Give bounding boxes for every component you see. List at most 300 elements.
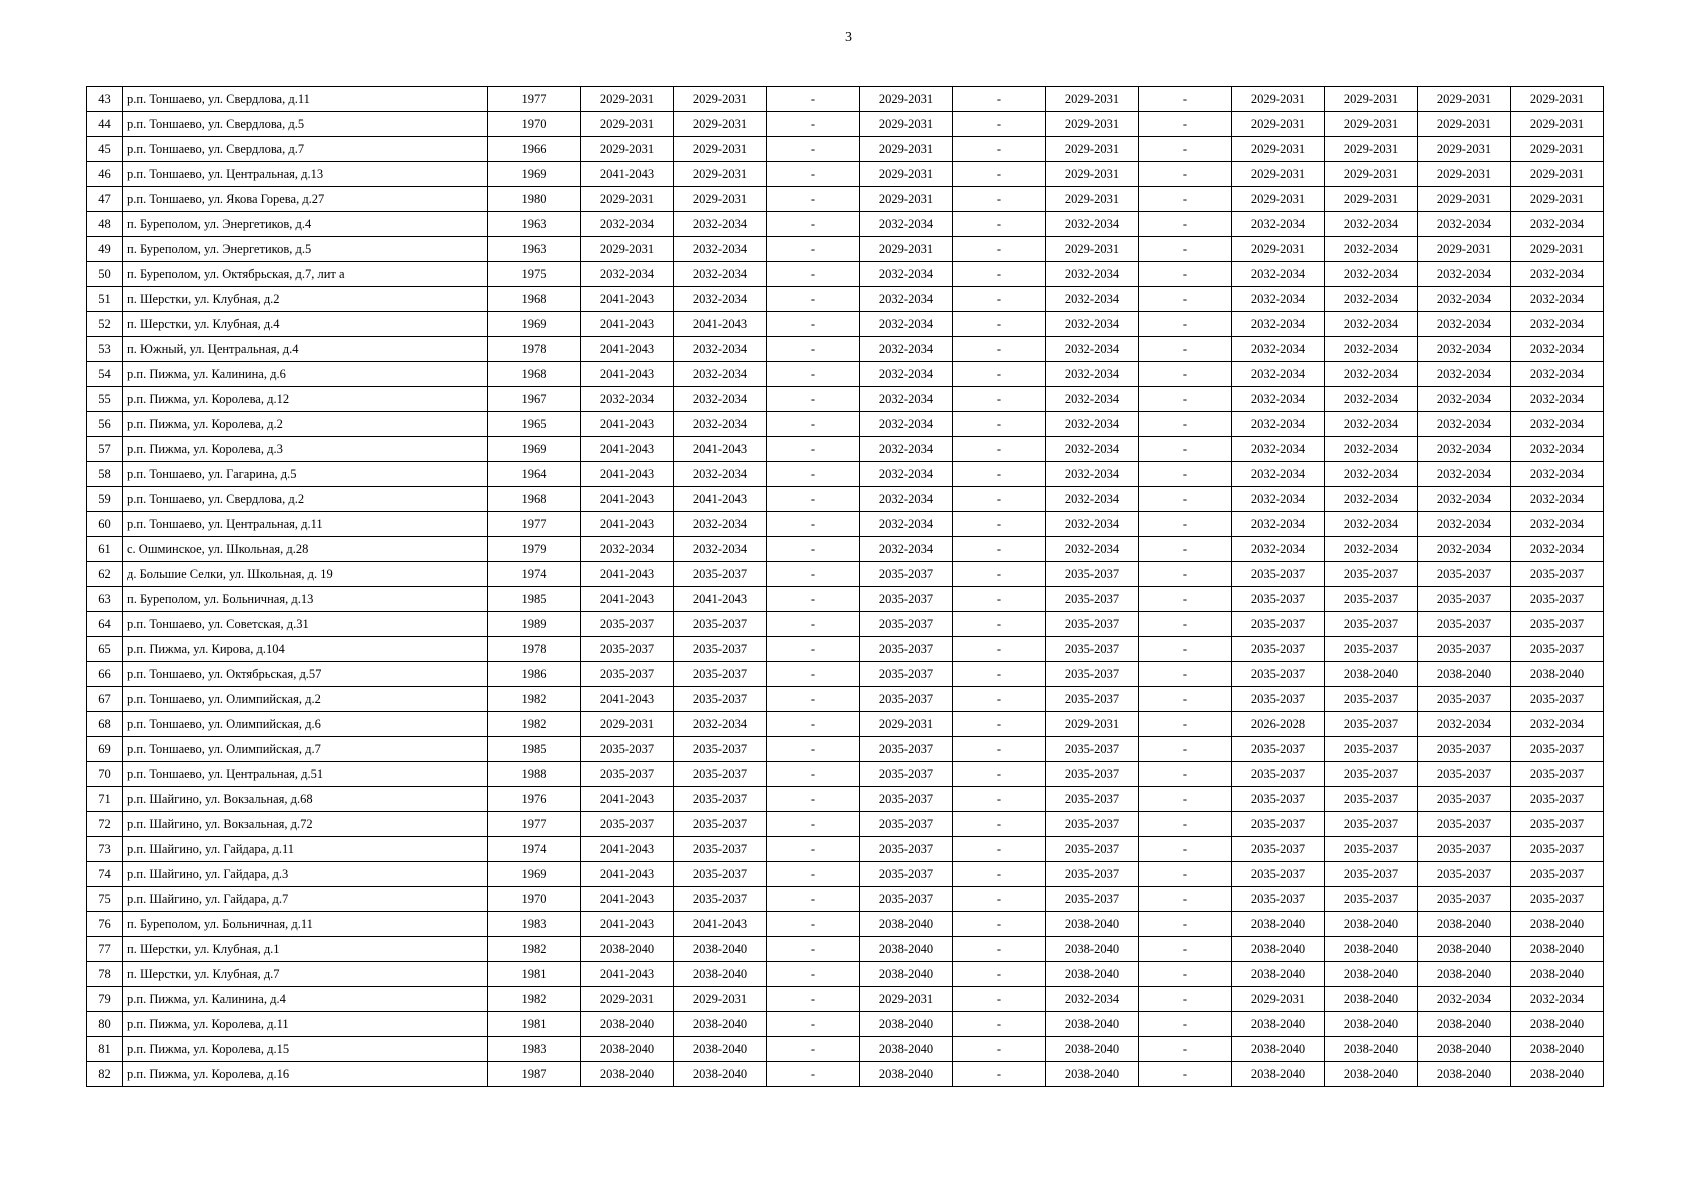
period-cell: 2035-2037 <box>860 562 953 587</box>
period-cell: 2038-2040 <box>1046 937 1139 962</box>
table-row <box>87 237 1604 262</box>
period-cell: - <box>953 1062 1046 1087</box>
period-cell: 2038-2040 <box>860 912 953 937</box>
period-cell: 2035-2037 <box>860 812 953 837</box>
period-cell: 2035-2037 <box>581 637 674 662</box>
period-cell: 2035-2037 <box>1046 812 1139 837</box>
period-cell: 2032-2034 <box>860 337 953 362</box>
period-cell: 2032-2034 <box>1046 487 1139 512</box>
period-cell: - <box>1139 737 1232 762</box>
period-cell: 2032-2034 <box>674 287 767 312</box>
period-cell: 2035-2037 <box>1325 637 1418 662</box>
period-cell: - <box>953 337 1046 362</box>
period-cell: 2035-2037 <box>1418 562 1511 587</box>
row-number-cell: 49 <box>87 237 123 262</box>
period-cell: 2035-2037 <box>1046 612 1139 637</box>
period-cell: 2035-2037 <box>1511 862 1604 887</box>
table-row <box>87 712 1604 737</box>
period-cell: 2032-2034 <box>1418 437 1511 462</box>
period-cell: - <box>1139 787 1232 812</box>
row-number-cell: 68 <box>87 712 123 737</box>
period-cell: 2038-2040 <box>1232 1062 1325 1087</box>
period-cell: - <box>953 212 1046 237</box>
period-cell: - <box>767 637 860 662</box>
period-cell: 2035-2037 <box>1325 787 1418 812</box>
period-cell: - <box>953 87 1046 112</box>
period-cell: 2035-2037 <box>1511 812 1604 837</box>
period-cell: 2032-2034 <box>1232 537 1325 562</box>
period-cell: 2035-2037 <box>1046 662 1139 687</box>
table-row <box>87 1012 1604 1037</box>
row-number-cell: 54 <box>87 362 123 387</box>
period-cell: - <box>767 887 860 912</box>
table-row <box>87 587 1604 612</box>
period-cell: 2029-2031 <box>1511 162 1604 187</box>
period-cell: 2035-2037 <box>674 737 767 762</box>
row-number-cell: 58 <box>87 462 123 487</box>
period-cell: 2032-2034 <box>1418 287 1511 312</box>
period-cell: - <box>767 1062 860 1087</box>
period-cell: 2038-2040 <box>1325 937 1418 962</box>
period-cell: 2032-2034 <box>674 412 767 437</box>
period-cell: 2035-2037 <box>1418 612 1511 637</box>
period-cell: 2032-2034 <box>674 537 767 562</box>
period-cell: 2029-2031 <box>581 237 674 262</box>
period-cell: 2032-2034 <box>1511 287 1604 312</box>
year-built-cell: 1964 <box>488 462 581 487</box>
row-number-cell: 61 <box>87 537 123 562</box>
period-cell: 2032-2034 <box>1325 537 1418 562</box>
period-cell: 2035-2037 <box>674 887 767 912</box>
period-cell: 2032-2034 <box>1046 262 1139 287</box>
period-cell: 2029-2031 <box>1511 187 1604 212</box>
year-built-cell: 1968 <box>488 362 581 387</box>
period-cell: 2029-2031 <box>581 187 674 212</box>
period-cell: 2032-2034 <box>1418 337 1511 362</box>
period-cell: 2038-2040 <box>674 937 767 962</box>
year-built-cell: 1986 <box>488 662 581 687</box>
year-built-cell: 1977 <box>488 512 581 537</box>
period-cell: - <box>1139 937 1232 962</box>
period-cell: 2035-2037 <box>1232 562 1325 587</box>
period-cell: - <box>767 862 860 887</box>
address-cell: р.п. Шайгино, ул. Вокзальная, д.68 <box>123 787 488 812</box>
period-cell: 2032-2034 <box>1325 337 1418 362</box>
period-cell: - <box>953 412 1046 437</box>
period-cell: 2035-2037 <box>674 662 767 687</box>
period-cell: 2035-2037 <box>674 762 767 787</box>
period-cell: 2029-2031 <box>1418 87 1511 112</box>
year-built-cell: 1985 <box>488 587 581 612</box>
period-cell: - <box>953 1012 1046 1037</box>
period-cell: 2038-2040 <box>1511 962 1604 987</box>
period-cell: 2026-2028 <box>1232 712 1325 737</box>
address-cell: п. Буреполом, ул. Больничная, д.11 <box>123 912 488 937</box>
row-number-cell: 51 <box>87 287 123 312</box>
period-cell: 2032-2034 <box>1046 387 1139 412</box>
period-cell: - <box>953 712 1046 737</box>
period-cell: - <box>767 462 860 487</box>
period-cell: 2041-2043 <box>581 912 674 937</box>
period-cell: 2035-2037 <box>860 762 953 787</box>
row-number-cell: 48 <box>87 212 123 237</box>
period-cell: 2038-2040 <box>1325 662 1418 687</box>
period-cell: 2038-2040 <box>1418 1012 1511 1037</box>
table-row <box>87 512 1604 537</box>
period-cell: 2035-2037 <box>1511 587 1604 612</box>
period-cell: 2038-2040 <box>1511 1062 1604 1087</box>
period-cell: 2041-2043 <box>674 437 767 462</box>
period-cell: - <box>953 937 1046 962</box>
period-cell: 2032-2034 <box>674 462 767 487</box>
table-row <box>87 987 1604 1012</box>
period-cell: 2041-2043 <box>581 587 674 612</box>
period-cell: 2032-2034 <box>1232 337 1325 362</box>
year-built-cell: 1981 <box>488 1012 581 1037</box>
period-cell: 2029-2031 <box>1232 112 1325 137</box>
period-cell: 2035-2037 <box>1232 587 1325 612</box>
period-cell: 2035-2037 <box>581 812 674 837</box>
period-cell: 2029-2031 <box>1418 112 1511 137</box>
period-cell: - <box>767 787 860 812</box>
period-cell: 2035-2037 <box>1325 562 1418 587</box>
period-cell: 2029-2031 <box>1325 162 1418 187</box>
period-cell: 2032-2034 <box>674 512 767 537</box>
period-cell: 2038-2040 <box>1046 1012 1139 1037</box>
period-cell: 2035-2037 <box>1232 612 1325 637</box>
period-cell: 2032-2034 <box>581 387 674 412</box>
period-cell: - <box>953 887 1046 912</box>
period-cell: 2038-2040 <box>581 937 674 962</box>
period-cell: - <box>1139 287 1232 312</box>
period-cell: 2035-2037 <box>1418 587 1511 612</box>
address-cell: р.п. Пижма, ул. Калинина, д.4 <box>123 987 488 1012</box>
period-cell: - <box>953 912 1046 937</box>
period-cell: - <box>767 187 860 212</box>
period-cell: 2035-2037 <box>860 887 953 912</box>
address-cell: п. Южный, ул. Центральная, д.4 <box>123 337 488 362</box>
period-cell: 2038-2040 <box>1046 1062 1139 1087</box>
row-number-cell: 57 <box>87 437 123 462</box>
year-built-cell: 1963 <box>488 212 581 237</box>
period-cell: 2041-2043 <box>581 562 674 587</box>
table-row <box>87 1062 1604 1087</box>
period-cell: 2029-2031 <box>860 987 953 1012</box>
period-cell: 2035-2037 <box>581 737 674 762</box>
period-cell: - <box>953 637 1046 662</box>
period-cell: 2038-2040 <box>1418 962 1511 987</box>
table-row <box>87 187 1604 212</box>
period-cell: 2032-2034 <box>860 462 953 487</box>
year-built-cell: 1975 <box>488 262 581 287</box>
period-cell: 2035-2037 <box>860 787 953 812</box>
period-cell: 2035-2037 <box>1046 637 1139 662</box>
period-cell: 2032-2034 <box>860 537 953 562</box>
period-cell: 2032-2034 <box>1232 437 1325 462</box>
period-cell: 2032-2034 <box>1511 387 1604 412</box>
period-cell: 2035-2037 <box>1232 637 1325 662</box>
period-cell: - <box>953 112 1046 137</box>
period-cell: 2041-2043 <box>581 337 674 362</box>
table-row <box>87 812 1604 837</box>
period-cell: 2038-2040 <box>1511 662 1604 687</box>
period-cell: 2035-2037 <box>674 612 767 637</box>
period-cell: 2041-2043 <box>581 162 674 187</box>
period-cell: 2032-2034 <box>860 487 953 512</box>
period-cell: 2035-2037 <box>1418 837 1511 862</box>
year-built-cell: 1985 <box>488 737 581 762</box>
row-number-cell: 70 <box>87 762 123 787</box>
row-number-cell: 63 <box>87 587 123 612</box>
period-cell: 2029-2031 <box>674 112 767 137</box>
period-cell: 2038-2040 <box>1325 912 1418 937</box>
period-cell: 2032-2034 <box>1046 437 1139 462</box>
period-cell: 2038-2040 <box>1232 1037 1325 1062</box>
period-cell: 2035-2037 <box>1232 837 1325 862</box>
period-cell: - <box>953 687 1046 712</box>
row-number-cell: 44 <box>87 112 123 137</box>
period-cell: 2035-2037 <box>1325 737 1418 762</box>
table-row <box>87 737 1604 762</box>
table-row <box>87 937 1604 962</box>
period-cell: - <box>1139 412 1232 437</box>
period-cell: - <box>953 737 1046 762</box>
period-cell: - <box>1139 612 1232 637</box>
period-cell: 2032-2034 <box>1511 487 1604 512</box>
table-row <box>87 437 1604 462</box>
period-cell: 2035-2037 <box>860 737 953 762</box>
period-cell: - <box>767 937 860 962</box>
period-cell: - <box>767 987 860 1012</box>
period-cell: 2032-2034 <box>1232 312 1325 337</box>
table-row <box>87 462 1604 487</box>
period-cell: 2032-2034 <box>860 437 953 462</box>
period-cell: - <box>767 87 860 112</box>
period-cell: 2038-2040 <box>1418 1062 1511 1087</box>
period-cell: 2032-2034 <box>1511 362 1604 387</box>
address-cell: р.п. Пижма, ул. Кирова, д.104 <box>123 637 488 662</box>
period-cell: - <box>767 437 860 462</box>
address-cell: р.п. Тоншаево, ул. Олимпийская, д.2 <box>123 687 488 712</box>
period-cell: 2038-2040 <box>1325 1037 1418 1062</box>
period-cell: - <box>953 237 1046 262</box>
period-cell: - <box>1139 887 1232 912</box>
period-cell: 2032-2034 <box>1325 487 1418 512</box>
period-cell: 2032-2034 <box>1511 312 1604 337</box>
period-cell: 2035-2037 <box>1232 887 1325 912</box>
period-cell: - <box>953 287 1046 312</box>
year-built-cell: 1970 <box>488 112 581 137</box>
period-cell: 2032-2034 <box>674 387 767 412</box>
period-cell: 2032-2034 <box>1418 537 1511 562</box>
table-row <box>87 962 1604 987</box>
period-cell: - <box>953 137 1046 162</box>
period-cell: 2038-2040 <box>1418 912 1511 937</box>
table-row <box>87 787 1604 812</box>
row-number-cell: 53 <box>87 337 123 362</box>
period-cell: 2035-2037 <box>1046 862 1139 887</box>
period-cell: - <box>1139 637 1232 662</box>
period-cell: - <box>953 787 1046 812</box>
period-cell: 2029-2031 <box>1046 112 1139 137</box>
period-cell: 2032-2034 <box>1325 287 1418 312</box>
table-row <box>87 212 1604 237</box>
period-cell: 2029-2031 <box>674 137 767 162</box>
period-cell: 2032-2034 <box>1232 487 1325 512</box>
period-cell: 2035-2037 <box>1418 737 1511 762</box>
period-cell: - <box>1139 537 1232 562</box>
period-cell: 2029-2031 <box>674 162 767 187</box>
period-cell: 2032-2034 <box>1418 212 1511 237</box>
address-cell: р.п. Пижма, ул. Королева, д.15 <box>123 1037 488 1062</box>
address-cell: п. Буреполом, ул. Больничная, д.13 <box>123 587 488 612</box>
period-cell: - <box>767 362 860 387</box>
period-cell: 2032-2034 <box>1046 412 1139 437</box>
period-cell: 2029-2031 <box>1418 187 1511 212</box>
year-built-cell: 1969 <box>488 162 581 187</box>
period-cell: - <box>953 662 1046 687</box>
table-row <box>87 262 1604 287</box>
period-cell: 2035-2037 <box>1325 812 1418 837</box>
table-row <box>87 912 1604 937</box>
period-cell: 2032-2034 <box>581 537 674 562</box>
period-cell: 2035-2037 <box>1325 762 1418 787</box>
period-cell: 2038-2040 <box>1325 962 1418 987</box>
address-cell: п. Шерстки, ул. Клубная, д.7 <box>123 962 488 987</box>
period-cell: 2035-2037 <box>581 612 674 637</box>
period-cell: 2032-2034 <box>1418 387 1511 412</box>
period-cell: - <box>767 337 860 362</box>
period-cell: - <box>953 187 1046 212</box>
table-row <box>87 137 1604 162</box>
table-row <box>87 862 1604 887</box>
row-number-cell: 73 <box>87 837 123 862</box>
period-cell: - <box>1139 562 1232 587</box>
year-built-cell: 1983 <box>488 1037 581 1062</box>
period-cell: 2032-2034 <box>1418 312 1511 337</box>
period-cell: 2032-2034 <box>1325 412 1418 437</box>
period-cell: 2029-2031 <box>860 162 953 187</box>
period-cell: - <box>1139 487 1232 512</box>
period-cell: 2032-2034 <box>1232 512 1325 537</box>
period-cell: 2032-2034 <box>1232 362 1325 387</box>
period-cell: 2032-2034 <box>1232 287 1325 312</box>
period-cell: 2032-2034 <box>1418 262 1511 287</box>
year-built-cell: 1977 <box>488 87 581 112</box>
period-cell: 2035-2037 <box>1511 887 1604 912</box>
address-cell: п. Шерстки, ул. Клубная, д.4 <box>123 312 488 337</box>
period-cell: 2038-2040 <box>1046 1037 1139 1062</box>
table-row <box>87 362 1604 387</box>
period-cell: - <box>1139 237 1232 262</box>
period-cell: - <box>953 387 1046 412</box>
period-cell: - <box>1139 462 1232 487</box>
period-cell: 2029-2031 <box>1511 237 1604 262</box>
period-cell: 2032-2034 <box>1511 262 1604 287</box>
period-cell: 2032-2034 <box>1046 512 1139 537</box>
period-cell: 2029-2031 <box>674 87 767 112</box>
period-cell: 2032-2034 <box>1418 462 1511 487</box>
period-cell: - <box>767 537 860 562</box>
address-cell: р.п. Пижма, ул. Королева, д.16 <box>123 1062 488 1087</box>
period-cell: - <box>1139 162 1232 187</box>
address-cell: д. Большие Селки, ул. Школьная, д. 19 <box>123 562 488 587</box>
period-cell: 2041-2043 <box>581 687 674 712</box>
address-cell: п. Шерстки, ул. Клубная, д.1 <box>123 937 488 962</box>
period-cell: - <box>953 437 1046 462</box>
period-cell: 2032-2034 <box>674 237 767 262</box>
period-cell: 2029-2031 <box>860 112 953 137</box>
address-cell: р.п. Шайгино, ул. Вокзальная, д.72 <box>123 812 488 837</box>
address-cell: с. Ошминское, ул. Школьная, д.28 <box>123 537 488 562</box>
period-cell: 2032-2034 <box>1325 512 1418 537</box>
period-cell: 2029-2031 <box>674 187 767 212</box>
row-number-cell: 67 <box>87 687 123 712</box>
period-cell: 2032-2034 <box>860 512 953 537</box>
address-cell: р.п. Тоншаево, ул. Свердлова, д.5 <box>123 112 488 137</box>
period-cell: 2029-2031 <box>1046 237 1139 262</box>
period-cell: 2041-2043 <box>674 312 767 337</box>
period-cell: - <box>767 262 860 287</box>
period-cell: 2032-2034 <box>1511 712 1604 737</box>
period-cell: 2032-2034 <box>674 262 767 287</box>
period-cell: - <box>953 1037 1046 1062</box>
period-cell: 2038-2040 <box>674 962 767 987</box>
period-cell: 2029-2031 <box>1232 87 1325 112</box>
period-cell: 2035-2037 <box>674 687 767 712</box>
period-cell: 2035-2037 <box>1232 812 1325 837</box>
period-cell: - <box>953 762 1046 787</box>
period-cell: 2035-2037 <box>1325 687 1418 712</box>
period-cell: 2035-2037 <box>1418 862 1511 887</box>
period-cell: 2038-2040 <box>1232 937 1325 962</box>
period-cell: 2035-2037 <box>1046 562 1139 587</box>
period-cell: 2029-2031 <box>1046 137 1139 162</box>
table-row <box>87 637 1604 662</box>
row-number-cell: 71 <box>87 787 123 812</box>
period-cell: 2041-2043 <box>674 587 767 612</box>
period-cell: - <box>767 587 860 612</box>
address-cell: р.п. Пижма, ул. Королева, д.12 <box>123 387 488 412</box>
period-cell: 2041-2043 <box>581 487 674 512</box>
row-number-cell: 62 <box>87 562 123 587</box>
year-built-cell: 1989 <box>488 612 581 637</box>
address-cell: п. Буреполом, ул. Энергетиков, д.5 <box>123 237 488 262</box>
period-cell: 2032-2034 <box>1511 987 1604 1012</box>
period-cell: 2029-2031 <box>1511 137 1604 162</box>
period-cell: 2038-2040 <box>1232 962 1325 987</box>
period-cell: - <box>953 537 1046 562</box>
period-cell: 2032-2034 <box>860 212 953 237</box>
year-built-cell: 1969 <box>488 312 581 337</box>
period-cell: 2029-2031 <box>1232 137 1325 162</box>
period-cell: 2029-2031 <box>1046 162 1139 187</box>
period-cell: 2038-2040 <box>1325 987 1418 1012</box>
row-number-cell: 81 <box>87 1037 123 1062</box>
page-number: 3 <box>845 30 852 45</box>
period-cell: 2029-2031 <box>581 87 674 112</box>
address-cell: р.п. Тоншаево, ул. Центральная, д.11 <box>123 512 488 537</box>
row-number-cell: 79 <box>87 987 123 1012</box>
period-cell: 2032-2034 <box>1511 537 1604 562</box>
period-cell: - <box>953 587 1046 612</box>
period-cell: - <box>1139 212 1232 237</box>
period-cell: - <box>767 487 860 512</box>
period-cell: 2029-2031 <box>1325 87 1418 112</box>
table-row <box>87 837 1604 862</box>
period-cell: 2032-2034 <box>1418 412 1511 437</box>
period-cell: 2041-2043 <box>581 412 674 437</box>
